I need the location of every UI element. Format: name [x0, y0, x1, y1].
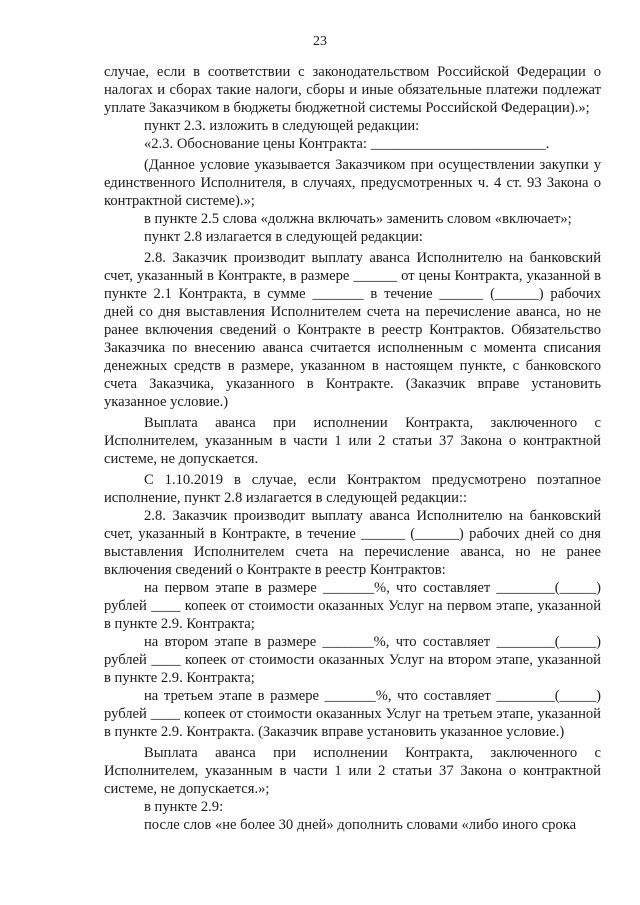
paragraph: на третьем этапе в размере _______%, что составляет ________(_____) рублей ____ копеек от стоимости оказанных Услуг на третьем этапе, указанной в пункте 2.9. Контракта. (Заказчик вправе установить указанное условие.)	[104, 688, 601, 740]
paragraph: на втором этапе в размере _______%, что составляет ________(_____) рублей ____ копеек от стоимости оказанных Услуг на втором этапе, указанной в пункте 2.9. Контракта;	[104, 634, 601, 686]
page-number: 23	[313, 34, 327, 49]
paragraph: (Данное условие указывается Заказчиком при осуществлении закупки у единственного Исполнителя, в случаях, предусмотренных ч. 4 ст. 93 Закона о контрактной системе).»;	[104, 157, 601, 209]
paragraph: пункт 2.8 излагается в следующей редакции:	[144, 229, 423, 245]
paragraph: на первом этапе в размере _______%, что составляет ________(_____) рублей ____ копеек от стоимости оказанных Услуг на первом этапе, указанной в пункте 2.9. Контракта;	[104, 580, 601, 632]
paragraph: 2.8. Заказчик производит выплату аванса Исполнителю на банковский счет, указанный в Контракте, в размере ______ от цены Контракта, указанной в пункте 2.1 Контракта, в сумме _______ в течение ______ (______) рабочих дней со дня выставления Исполнителем счета на перечисление аванса, но не ранее включения сведений о Контракте в реестр Контрактов. Обязательство Заказчика по внесению аванса считается исполненным с момента списания денежных средств в размере, указанном в настоящем пункте, с банковского счета Заказчика, указанного в Контракте. (Заказчик вправе установить указанное условие.)	[104, 250, 601, 410]
paragraph: Выплата аванса при исполнении Контракта, заключенного с Исполнителем, указанным в части 1 или 2 статьи 37 Закона о контрактной системе, не допускается.	[104, 415, 601, 467]
paragraph: после слов «не более 30 дней» дополнить словами «либо иного срока	[144, 817, 577, 833]
paragraph: случае, если в соответствии с законодательством Российской Федерации о налогах и сборах такие налоги, сборы и иные обязательные платежи подлежат уплате Заказчиком в бюджеты бюджетной системы Российской Федерации).»;	[104, 64, 601, 116]
document-body	[104, 63, 601, 834]
paragraph: 2.8. Заказчик производит выплату аванса Исполнителю на банковский счет, указанный в Контракте, в течение ______ (______) рабочих дней со дня выставления Исполнителем счета на перечисление аванса, но не ранее включения сведений о Контракте в реестр Контрактов:	[104, 508, 601, 578]
paragraph: пункт 2.3. изложить в следующей редакции:	[144, 118, 420, 134]
paragraph: в пункте 2.9:	[144, 799, 224, 815]
paragraph: С 1.10.2019 в случае, если Контрактом предусмотрено поэтапное исполнение, пункт 2.8 излагается в следующей редакции::	[104, 472, 601, 506]
paragraph: «2.3. Обоснование цены Контракта: ________________________.	[144, 136, 550, 152]
paragraph: Выплата аванса при исполнении Контракта, заключенного с Исполнителем, указанным в части 1 или 2 статьи 37 Закона о контрактной системе, не допускается.»;	[104, 745, 601, 797]
paragraph: в пункте 2.5 слова «должна включать» заменить словом «включает»;	[144, 211, 572, 227]
